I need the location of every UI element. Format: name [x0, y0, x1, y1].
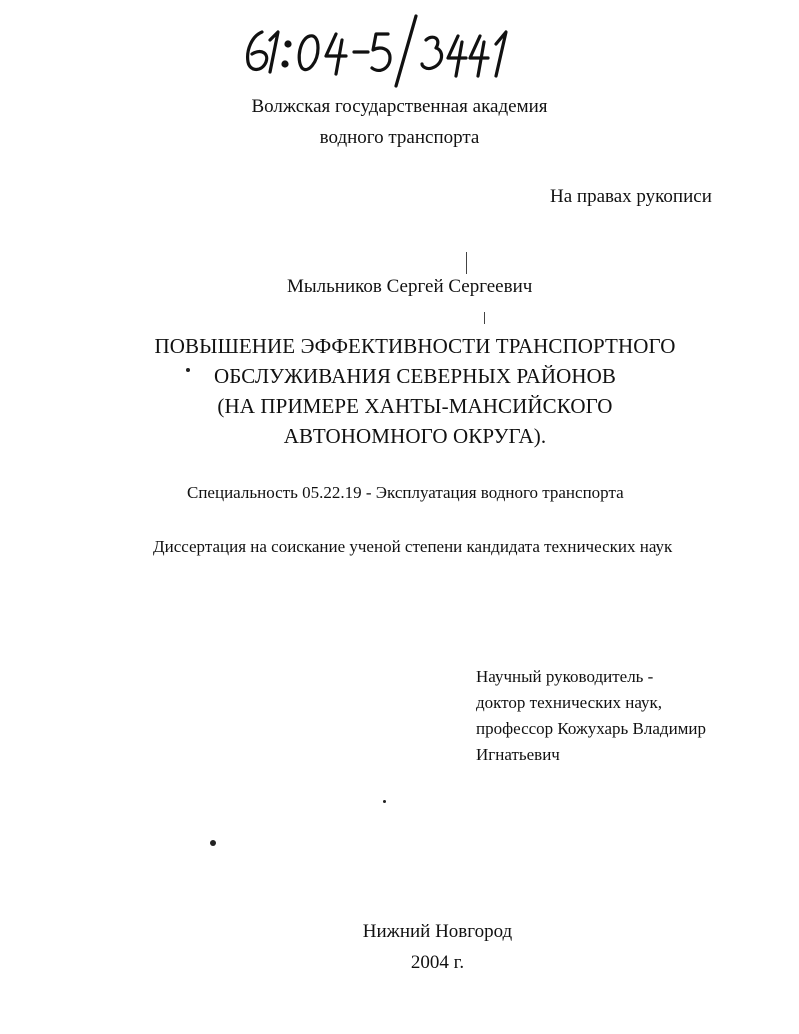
title-line-1: ПОВЫШЕНИЕ ЭФФЕКТИВНОСТИ ТРАНСПОРТНОГО	[154, 334, 676, 358]
scan-artifact	[484, 312, 485, 324]
supervisor-line-1: Научный руководитель -	[476, 667, 654, 686]
title-line-2: ОБСЛУЖИВАНИЯ СЕВЕРНЫХ РАЙОНОВ	[213, 364, 617, 388]
city: Нижний Новгород	[362, 921, 513, 942]
title-line-4: АВТОНОМНОГО ОКРУГА).	[283, 424, 547, 448]
author-name: Мыльников Сергей Сергеевич	[287, 276, 533, 297]
institution-line-1: Волжская государственная академия	[251, 96, 548, 117]
year: 2004 г.	[410, 952, 465, 973]
scan-speck	[186, 368, 190, 372]
supervisor-line-3: профессор Кожухарь Владимир	[476, 719, 707, 738]
scan-speck	[210, 840, 216, 846]
supervisor-line-2: доктор технических наук,	[476, 693, 663, 712]
dissertation-degree: Диссертация на соискание ученой степени кандидата технических наук	[153, 537, 673, 556]
scan-speck	[383, 800, 386, 803]
specialty: Специальность 05.22.19 - Эксплуатация водного транспорта	[187, 483, 624, 502]
institution-line-2: водного транспорта	[319, 127, 480, 148]
handwritten-archive-mark	[238, 10, 538, 90]
title-line-3: (НА ПРИМЕРЕ ХАНТЫ-МАНСИЙСКОГО	[217, 394, 613, 418]
supervisor-line-4: Игнатьевич	[476, 745, 560, 764]
rights-note: На правах рукописи	[550, 186, 712, 207]
scan-artifact	[466, 252, 467, 274]
